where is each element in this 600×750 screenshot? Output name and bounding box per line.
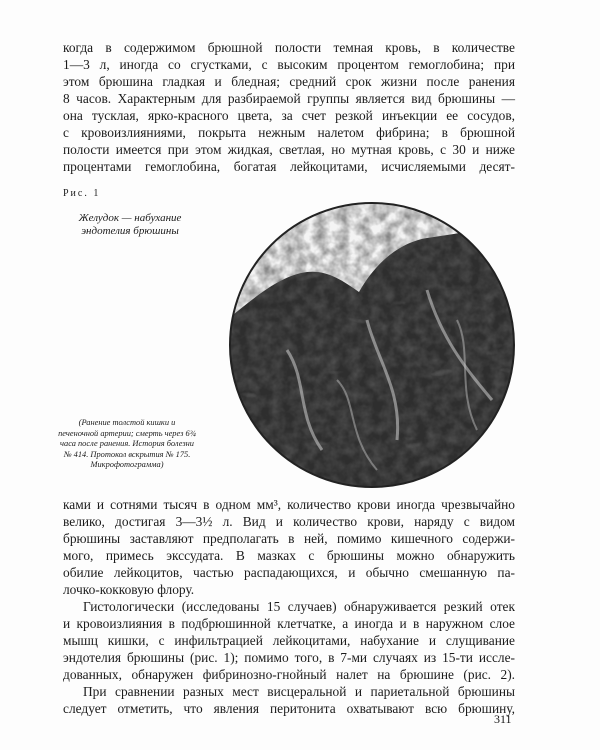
text-line: При сравнении разных мест висцеральной и париетальной брюшины [83,684,515,699]
text-line: ками и сотнями тысяч в одном мм³, количество крови иногда чрезвычайно [63,497,515,512]
text-line: Гистологически (исследованы 15 случаев) обнаруживается резкий отек [83,599,515,614]
figure-label: Рис. 1 [63,188,101,199]
text-line: следует отметить, что явления перитонита охватывают всю брюшину, [63,701,515,716]
text-line: эндотелия брюшины (рис. 1); помимо того, в 7-ми случаях из 15-ти иссле- [63,650,515,665]
text-line: когда в содержимом брюшной полости темная кровь, в количестве [63,40,515,55]
figure-note: (Ранение толстой кишки и печеночной артерии; смерть через 6¾ часа после ранения. История болезни № 414. Протокол вскрытия № 175. Микрофотограмма) [58,418,196,469]
text-line: полости имеется при этом жидкая, светлая, но мутная кровь, с 30 и ниже [63,142,515,157]
micrograph-image [227,200,517,490]
text-line: 8 часов. Характерным для разбираемой группы является вид брюшины — [63,91,515,106]
top-paragraph [63,39,515,175]
text-line: она тусклая, ярко-красного цвета, за счет резкой инъекции ее сосудов, [63,108,515,123]
text-line: этом брюшина гладкая и бледная; средний срок жизни после ранения [63,74,515,89]
text-line: 1—3 л, иногда со сгустками, с высоким процентом гемоглобина; при [63,57,515,72]
text-line: с кровоизлияниями, покрыта нежным налетом фибрина; в брюшной [63,125,515,140]
text-line: дованных, обнаружен фибринозно-гнойный налет на брюшине (рис. 2). [63,667,515,682]
figure-caption: Желудок — набухание эндотелия брюшины [78,212,182,237]
text-line: велико, достигая 3—3½ л. Вид и количество крови, наряду с видом [63,514,515,529]
text-line: мышц кишки, с инфильтрацией лейкоцитами, набухание и слущивание [63,633,515,648]
text-line: обилие лейкоцитов, частью распадающихся, и обычно смешанную па- [63,565,515,580]
text-line: мого, примесь экссудата. В мазках с брюшины можно обнаружить [63,548,515,563]
text-line: брюшины заставляют предполагать в ней, помимо кишечного содержи- [63,531,515,546]
text-line: и кровоизлияния в подбрюшинной клетчатке, а иногда и в наружном слое [63,616,515,631]
text-line: процентами гемоглобина, богатая лейкоцитами, исчисляемыми десят- [63,159,515,174]
text-line: лочко-кокковую флору. [63,582,195,597]
bottom-text [63,496,515,717]
page-number: 311 [494,712,512,726]
